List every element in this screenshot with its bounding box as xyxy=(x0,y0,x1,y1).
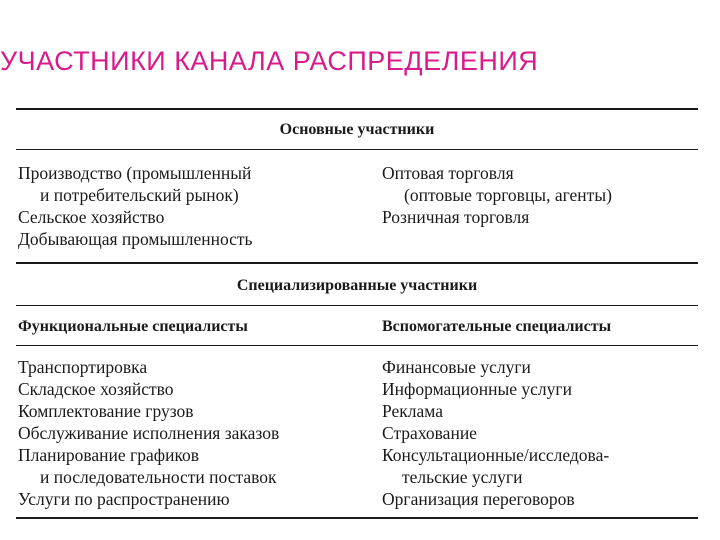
list-item: и потребительский рынок) xyxy=(40,185,239,205)
list-item: Страхование xyxy=(382,423,477,443)
list-item: Комплектование грузов xyxy=(18,401,194,421)
list-item: Оптовая торговля xyxy=(382,163,514,183)
list-item: Складское хозяйство xyxy=(18,379,174,399)
auxiliary-specialists-header: Вспомогательные специалисты xyxy=(382,318,612,335)
section-heading-main: Основные участники xyxy=(279,121,435,138)
list-item: Информационные услуги xyxy=(382,379,572,399)
page-title: УЧАСТНИКИ КАНАЛА РАСПРЕДЕЛЕНИЯ xyxy=(0,46,539,77)
section-divider xyxy=(16,149,698,150)
list-item: Консультационные/исследова- xyxy=(382,445,610,465)
functional-specialists-header: Функциональные специалисты xyxy=(18,318,248,335)
list-item: Услуги по распространению xyxy=(18,489,230,509)
list-item: Реклама xyxy=(382,401,443,421)
column-header-divider xyxy=(16,345,698,346)
list-item: Сельское хозяйство xyxy=(18,207,165,227)
list-item: Финансовые услуги xyxy=(382,357,531,377)
list-item: Организация переговоров xyxy=(382,489,575,509)
list-item: Добывающая промышленность xyxy=(18,229,253,249)
list-item: тельские услуги xyxy=(402,467,523,487)
list-item: и последовательности поставок xyxy=(40,467,277,487)
list-item: Транспортировка xyxy=(18,357,148,377)
list-item: (оптовые торговцы, агенты) xyxy=(404,185,612,205)
section-divider xyxy=(16,305,698,306)
functional-specialists-list xyxy=(18,356,279,510)
section-divider-thick xyxy=(16,262,698,264)
auxiliary-specialists-list xyxy=(382,356,609,510)
list-item: Производство (промышленный xyxy=(18,163,252,183)
table-bottom-rule xyxy=(16,517,698,519)
list-item: Планирование графиков xyxy=(18,445,200,465)
list-item: Обслуживание исполнения заказов xyxy=(18,423,280,443)
main-participants-right-list xyxy=(382,162,612,228)
table-top-rule xyxy=(16,108,698,110)
main-participants-left-list xyxy=(18,162,253,250)
list-item: Розничная торговля xyxy=(382,207,530,227)
section-heading-specialized: Специализированные участники xyxy=(236,277,478,294)
